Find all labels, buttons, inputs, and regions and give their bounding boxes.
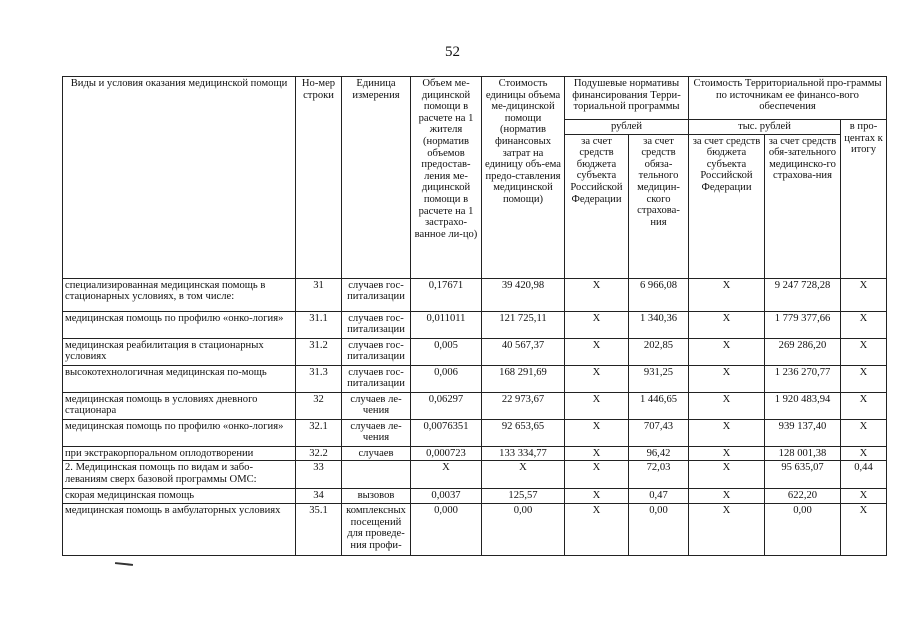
row-pc-oms: 1 340,36 xyxy=(629,311,689,338)
row-percent: X xyxy=(841,278,887,311)
row-name: медицинская помощь по профилю «онко-логия» xyxy=(63,311,296,338)
row-unit: случаев xyxy=(342,446,411,461)
header-volume: Объем ме-дицинской помощи в расчете на 1 жителя (норматив объемов предостав-ления ме-дицинской помощи в расчете на 1 застрахо-ванное ли-цо) xyxy=(411,77,482,279)
row-unit: случаев гос-питализации xyxy=(342,311,411,338)
row-volume: 0,005 xyxy=(411,338,482,365)
row-cost: 0,00 xyxy=(482,504,565,556)
row-volume: 0,011011 xyxy=(411,311,482,338)
row-cost: 133 334,77 xyxy=(482,446,565,461)
program-cost-table xyxy=(62,76,887,556)
row-volume: 0,06297 xyxy=(411,392,482,419)
row-tc-oms: 269 286,20 xyxy=(765,338,841,365)
row-tc-budget: X xyxy=(689,392,765,419)
row-pc-budget: X xyxy=(565,365,629,392)
table-row xyxy=(63,504,887,556)
header-pc-budget: за счет средств бюджета субъекта Российской Федерации xyxy=(565,134,629,278)
row-percent: X xyxy=(841,365,887,392)
row-percent: 0,44 xyxy=(841,461,887,489)
row-unit: случаев ле-чения xyxy=(342,419,411,446)
row-volume: 0,000723 xyxy=(411,446,482,461)
row-cost: 22 973,67 xyxy=(482,392,565,419)
row-pc-budget: X xyxy=(565,504,629,556)
row-percent: X xyxy=(841,419,887,446)
row-tc-oms: 95 635,07 xyxy=(765,461,841,489)
row-tc-oms: 1 779 377,66 xyxy=(765,311,841,338)
row-pc-oms: 1 446,65 xyxy=(629,392,689,419)
row-volume: 0,17671 xyxy=(411,278,482,311)
row-unit xyxy=(342,461,411,489)
row-tc-budget: X xyxy=(689,489,765,504)
row-tc-budget: X xyxy=(689,311,765,338)
table-row xyxy=(63,278,887,311)
row-pc-budget: X xyxy=(565,392,629,419)
row-tc-oms: 128 001,38 xyxy=(765,446,841,461)
row-percent: X xyxy=(841,338,887,365)
row-tc-oms: 939 137,40 xyxy=(765,419,841,446)
row-unit: случаев гос-питализации xyxy=(342,365,411,392)
header-territorial-cost: Стоимость Территориальной про-граммы по источникам ее финансо-вого обеспечения xyxy=(689,77,887,120)
row-percent: X xyxy=(841,504,887,556)
row-name: специализированная медицинская помощь в стационарных условиях, в том числе: xyxy=(63,278,296,311)
row-tc-budget: X xyxy=(689,504,765,556)
row-tc-budget: X xyxy=(689,338,765,365)
row-name: медицинская реабилитация в стационарных условиях xyxy=(63,338,296,365)
row-percent: X xyxy=(841,489,887,504)
table-row xyxy=(63,489,887,504)
row-pc-budget: X xyxy=(565,461,629,489)
row-number: 32.1 xyxy=(296,419,342,446)
row-unit: вызовов xyxy=(342,489,411,504)
row-cost: 121 725,11 xyxy=(482,311,565,338)
row-pc-budget: X xyxy=(565,338,629,365)
header-type: Виды и условия оказания медицинской помощи xyxy=(63,77,296,279)
header-row-number: Но-мер строки xyxy=(296,77,342,279)
row-tc-budget: X xyxy=(689,419,765,446)
header-cost-unit: тыс. рублей xyxy=(689,120,841,135)
row-pc-oms: 707,43 xyxy=(629,419,689,446)
row-number: 32 xyxy=(296,392,342,419)
row-percent: X xyxy=(841,446,887,461)
row-tc-oms: 1 920 483,94 xyxy=(765,392,841,419)
scan-pen-mark xyxy=(115,562,133,566)
table-row xyxy=(63,461,887,489)
row-pc-oms: 72,03 xyxy=(629,461,689,489)
row-name: 2. Медицинская помощь по видам и забо-леваниям сверх базовой программы ОМС: xyxy=(63,461,296,489)
row-tc-budget: X xyxy=(689,446,765,461)
row-number: 31 xyxy=(296,278,342,311)
row-volume: X xyxy=(411,461,482,489)
row-name: при экстракорпоральном оплодотворении xyxy=(63,446,296,461)
row-tc-oms: 622,20 xyxy=(765,489,841,504)
row-name: скорая медицинская помощь xyxy=(63,489,296,504)
table-row xyxy=(63,365,887,392)
row-number: 33 xyxy=(296,461,342,489)
row-pc-budget: X xyxy=(565,278,629,311)
header-per-capita-unit: рублей xyxy=(565,120,689,135)
page-number: 52 xyxy=(445,44,460,60)
row-cost: 40 567,37 xyxy=(482,338,565,365)
row-cost: X xyxy=(482,461,565,489)
row-name: высокотехнологичная медицинская по-мощь xyxy=(63,365,296,392)
header-tc-budget: за счет средств бюджета субъекта Российской Федерации xyxy=(689,134,765,278)
row-volume: 0,0037 xyxy=(411,489,482,504)
row-tc-oms: 9 247 728,28 xyxy=(765,278,841,311)
row-pc-budget: X xyxy=(565,311,629,338)
row-pc-oms: 0,00 xyxy=(629,504,689,556)
row-pc-budget: X xyxy=(565,419,629,446)
row-pc-budget: X xyxy=(565,446,629,461)
row-percent: X xyxy=(841,392,887,419)
row-number: 35.1 xyxy=(296,504,342,556)
row-pc-oms: 0,47 xyxy=(629,489,689,504)
row-tc-budget: X xyxy=(689,365,765,392)
row-unit: случаев ле-чения xyxy=(342,392,411,419)
table-row xyxy=(63,338,887,365)
row-pc-budget: X xyxy=(565,489,629,504)
row-volume: 0,006 xyxy=(411,365,482,392)
table-row xyxy=(63,311,887,338)
header-unit: Единица измерения xyxy=(342,77,411,279)
row-cost: 92 653,65 xyxy=(482,419,565,446)
table-row xyxy=(63,419,887,446)
header-tc-oms: за счет средств обя-зательного медицинско-го страхова-ния xyxy=(765,134,841,278)
row-number: 31.2 xyxy=(296,338,342,365)
row-pc-oms: 202,85 xyxy=(629,338,689,365)
row-volume: 0,000 xyxy=(411,504,482,556)
row-tc-budget: X xyxy=(689,278,765,311)
row-name: медицинская помощь по профилю «онко-логия» xyxy=(63,419,296,446)
row-percent: X xyxy=(841,311,887,338)
row-pc-oms: 96,42 xyxy=(629,446,689,461)
row-cost: 125,57 xyxy=(482,489,565,504)
table-row xyxy=(63,446,887,461)
row-unit: комплексных посещений для проведе-ния профи- xyxy=(342,504,411,556)
row-name: медицинская помощь в условиях дневного стационара xyxy=(63,392,296,419)
row-cost: 39 420,98 xyxy=(482,278,565,311)
row-tc-oms: 1 236 270,77 xyxy=(765,365,841,392)
header-unit-cost: Стоимость единицы объема ме-дицинской помощи (норматив финансовых затрат на единицу объ-ема предо-ставления медицинской помощи) xyxy=(482,77,565,279)
row-tc-budget: X xyxy=(689,461,765,489)
row-unit: случаев гос-питализации xyxy=(342,278,411,311)
row-number: 31.3 xyxy=(296,365,342,392)
row-cost: 168 291,69 xyxy=(482,365,565,392)
row-unit: случаев гос-питализации xyxy=(342,338,411,365)
header-percent: в про-центах к итогу xyxy=(841,120,887,279)
row-number: 31.1 xyxy=(296,311,342,338)
header-per-capita: Подушевые нормативы финансирования Терри-ториальной программы xyxy=(565,77,689,120)
row-pc-oms: 6 966,08 xyxy=(629,278,689,311)
row-pc-oms: 931,25 xyxy=(629,365,689,392)
row-volume: 0,0076351 xyxy=(411,419,482,446)
row-tc-oms: 0,00 xyxy=(765,504,841,556)
header-pc-oms: за счет средств обяза-тельного медицин-ского страхова-ния xyxy=(629,134,689,278)
row-name: медицинская помощь в амбулаторных условиях xyxy=(63,504,296,556)
table-row xyxy=(63,392,887,419)
row-number: 32.2 xyxy=(296,446,342,461)
row-number: 34 xyxy=(296,489,342,504)
